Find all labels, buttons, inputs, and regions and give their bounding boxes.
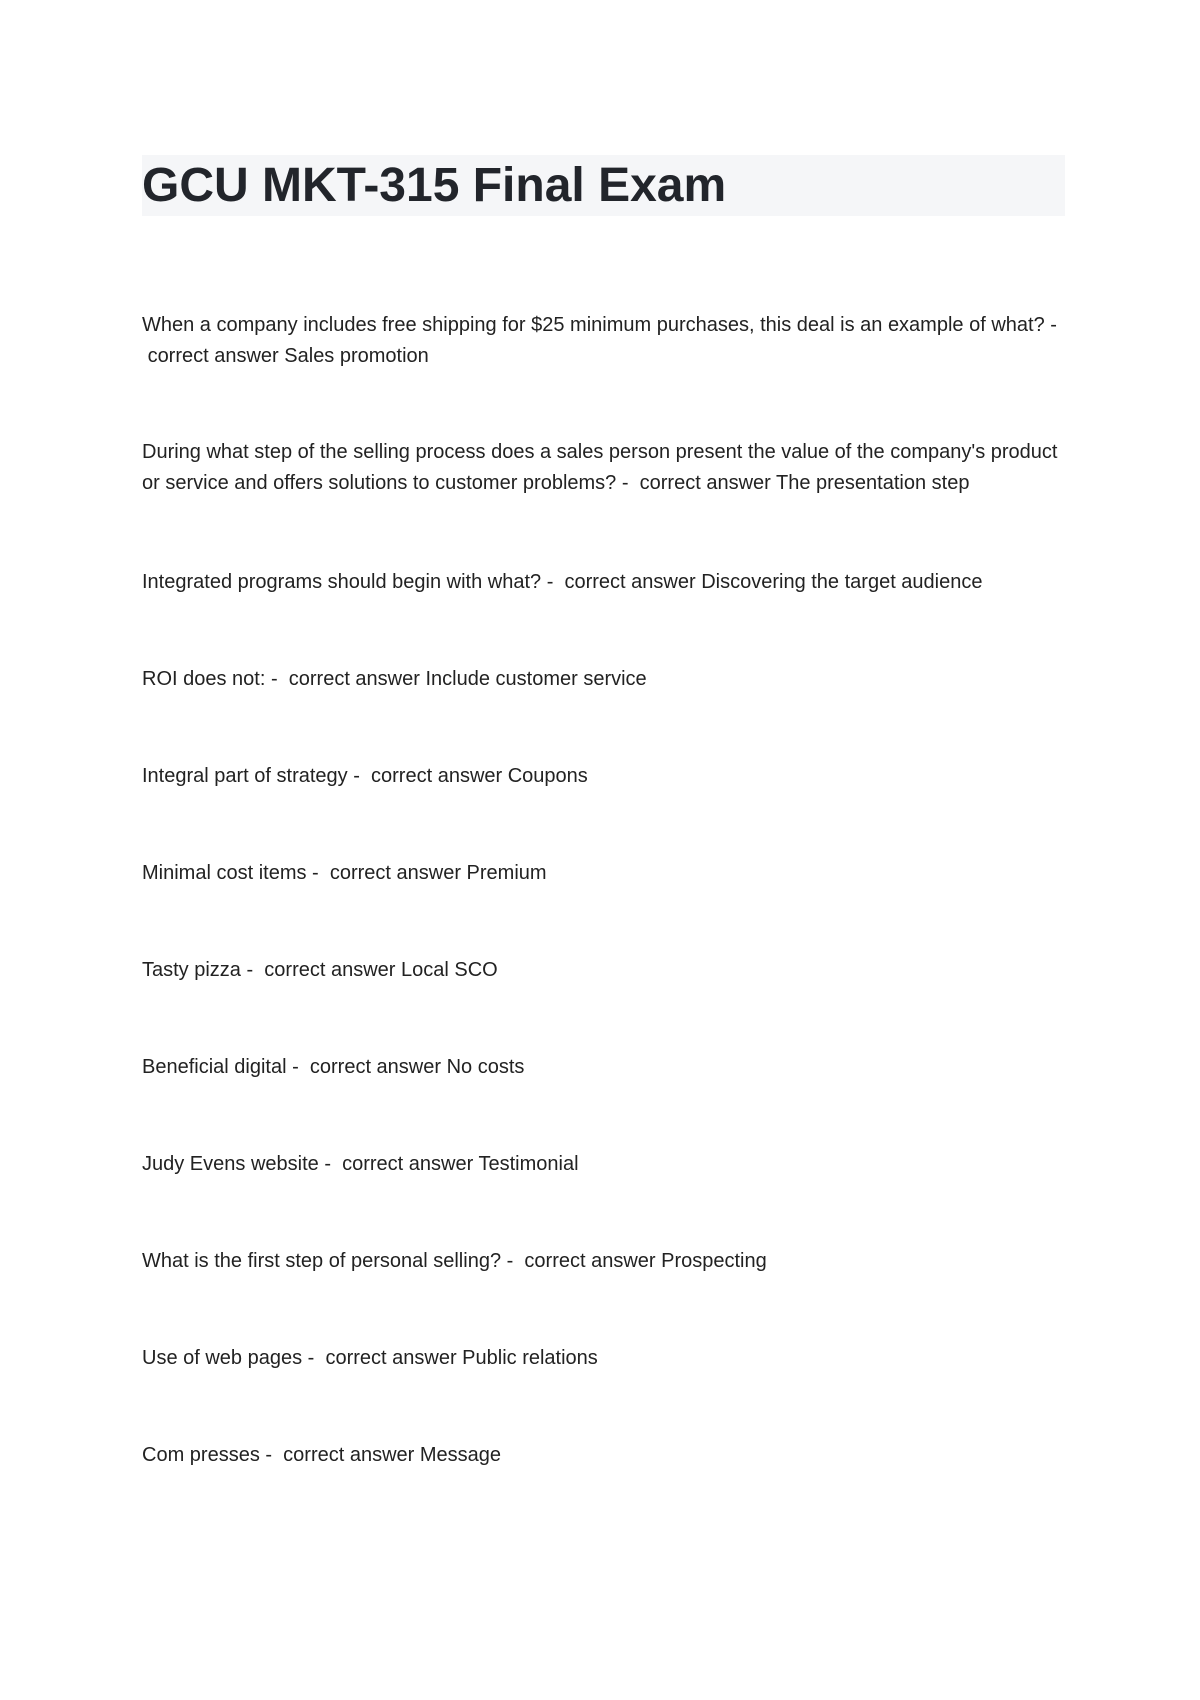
answer-prefix: correct answer <box>329 862 461 884</box>
answer-prefix: correct answer <box>288 668 420 690</box>
qa-item <box>142 1052 1072 1149</box>
answer-prefix: correct answer <box>264 959 396 981</box>
question-text: Beneficial digital - <box>142 1056 299 1078</box>
answer-prefix: correct answer <box>309 1056 442 1078</box>
question-text: Integrated programs should begin with what? - <box>142 571 554 593</box>
question-text: Integral part of strategy - <box>142 765 360 787</box>
document-title: GCU MKT-315 Final Exam <box>142 159 727 212</box>
answer-text: Coupons <box>507 765 588 787</box>
qa-item <box>142 1149 1072 1246</box>
question-text: What is the first step of personal selling? - <box>142 1250 514 1272</box>
answer-text: Public relations <box>462 1347 598 1369</box>
answer-text: The presentation step <box>776 472 970 494</box>
question-text: Tasty pizza - <box>142 959 254 981</box>
answer-prefix: correct answer <box>371 765 503 787</box>
qa-list <box>142 310 1072 1537</box>
answer-text: Local SCO <box>401 959 498 981</box>
answer-text: Premium <box>466 862 547 884</box>
question-text: Minimal cost items - <box>142 862 319 884</box>
answer-prefix: correct answer <box>342 1153 474 1175</box>
question-text: ROI does not: - <box>142 668 278 690</box>
qa-item <box>142 437 1072 567</box>
qa-item <box>142 664 1072 761</box>
answer-text: Include customer service <box>425 668 647 690</box>
answer-prefix: correct answer <box>524 1250 656 1272</box>
qa-item <box>142 567 1072 664</box>
qa-item <box>142 955 1072 1052</box>
question-text: Use of web pages - <box>142 1347 315 1369</box>
answer-prefix: correct answer <box>283 1444 415 1466</box>
answer-text: Testimonial <box>478 1153 579 1175</box>
qa-item <box>142 761 1072 858</box>
question-text: Judy Evens website - <box>142 1153 331 1175</box>
answer-prefix: correct answer <box>147 345 279 367</box>
qa-item <box>142 1440 1072 1537</box>
answer-text: Message <box>419 1444 502 1466</box>
answer-prefix: correct answer <box>564 571 696 593</box>
answer-text: Sales promotion <box>284 345 429 367</box>
answer-prefix: correct answer <box>639 472 771 494</box>
qa-item <box>142 310 1072 437</box>
qa-item <box>142 858 1072 955</box>
question-text: Com presses - <box>142 1444 273 1466</box>
answer-text: Prospecting <box>661 1250 767 1272</box>
qa-item <box>142 1246 1072 1343</box>
answer-prefix: correct answer <box>325 1347 457 1369</box>
question-text: When a company includes free shipping for $25 minimum purchases, this deal is an example of what? - <box>142 314 1057 336</box>
answer-text: No costs <box>446 1056 525 1078</box>
question-text: During what step of the selling process does a sales person present the value of the company's product or service and offers solutions to customer problems? - <box>142 441 1058 494</box>
answer-text: Discovering the target audience <box>701 571 983 593</box>
qa-item <box>142 1343 1072 1440</box>
